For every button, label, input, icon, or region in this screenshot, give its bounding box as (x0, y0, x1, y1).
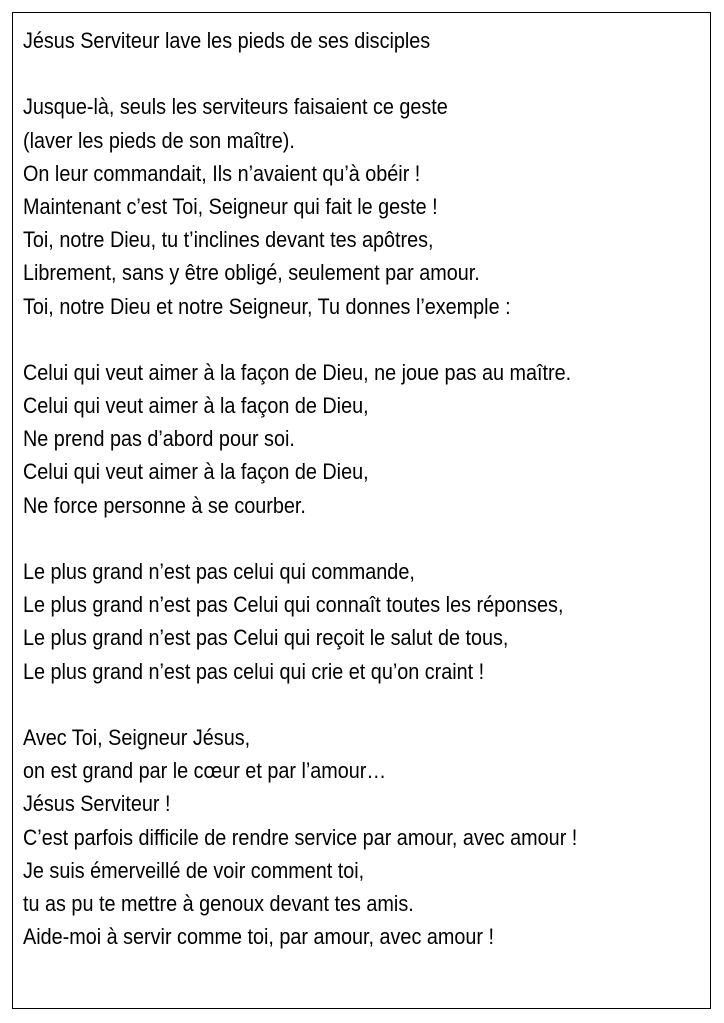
text-line: Toi, notre Dieu et notre Seigneur, Tu donnes l’exemple : (23, 293, 511, 319)
document-title: Jésus Serviteur lave les pieds de ses disciples (23, 28, 431, 53)
text-line: Le plus grand n’est pas Celui qui reçoit le salut de tous, (23, 625, 509, 651)
text-line: On leur commandait, Ils n’avaient qu’à obéir ! (23, 160, 421, 186)
text-line: Jusque-là, seuls les serviteurs faisaient ce geste (23, 94, 448, 120)
stanza-gap (23, 323, 644, 356)
text-line: on est grand par le cœur et par l’amour… (23, 758, 387, 784)
stanza-2 (23, 356, 644, 522)
text-line: Le plus grand n’est pas Celui qui connaît toutes les réponses, (23, 592, 564, 618)
text-line: Aide-moi à servir comme toi, par amour, avec amour ! (23, 924, 494, 950)
text-line: Jésus Serviteur ! (23, 791, 171, 817)
stanza-1 (23, 90, 644, 322)
stanza-gap (23, 57, 644, 90)
text-line: Le plus grand n’est pas celui qui crie et qu’on craint ! (23, 658, 485, 684)
stanza-4 (23, 721, 644, 953)
stanza-3 (23, 555, 644, 688)
stanza-gap (23, 522, 644, 555)
text-line: Maintenant c’est Toi, Seigneur qui fait le geste ! (23, 193, 438, 219)
text-line: Avec Toi, Seigneur Jésus, (23, 724, 251, 750)
text-line: Le plus grand n’est pas celui qui commande, (23, 559, 415, 584)
text-line: Ne prend pas d’abord pour soi. (23, 426, 295, 452)
text-line: Toi, notre Dieu, tu t’inclines devant tes apôtres, (23, 227, 434, 253)
document-text (23, 24, 644, 953)
text-line: Celui qui veut aimer à la façon de Dieu, (23, 393, 369, 419)
text-line: tu as pu te mettre à genoux devant tes amis. (23, 890, 414, 916)
text-line: (laver les pieds de son maître). (23, 127, 295, 153)
text-line: C’est parfois difficile de rendre service par amour, avec amour ! (23, 824, 578, 850)
text-line: Librement, sans y être obligé, seulement par amour. (23, 260, 480, 286)
text-line: Celui qui veut aimer à la façon de Dieu, (23, 459, 369, 485)
text-line: Je suis émerveillé de voir comment toi, (23, 857, 365, 883)
stanza-gap (23, 688, 644, 721)
text-line: Celui qui veut aimer à la façon de Dieu, ne joue pas au maître. (23, 359, 572, 385)
text-line: Ne force personne à se courber. (23, 492, 306, 518)
